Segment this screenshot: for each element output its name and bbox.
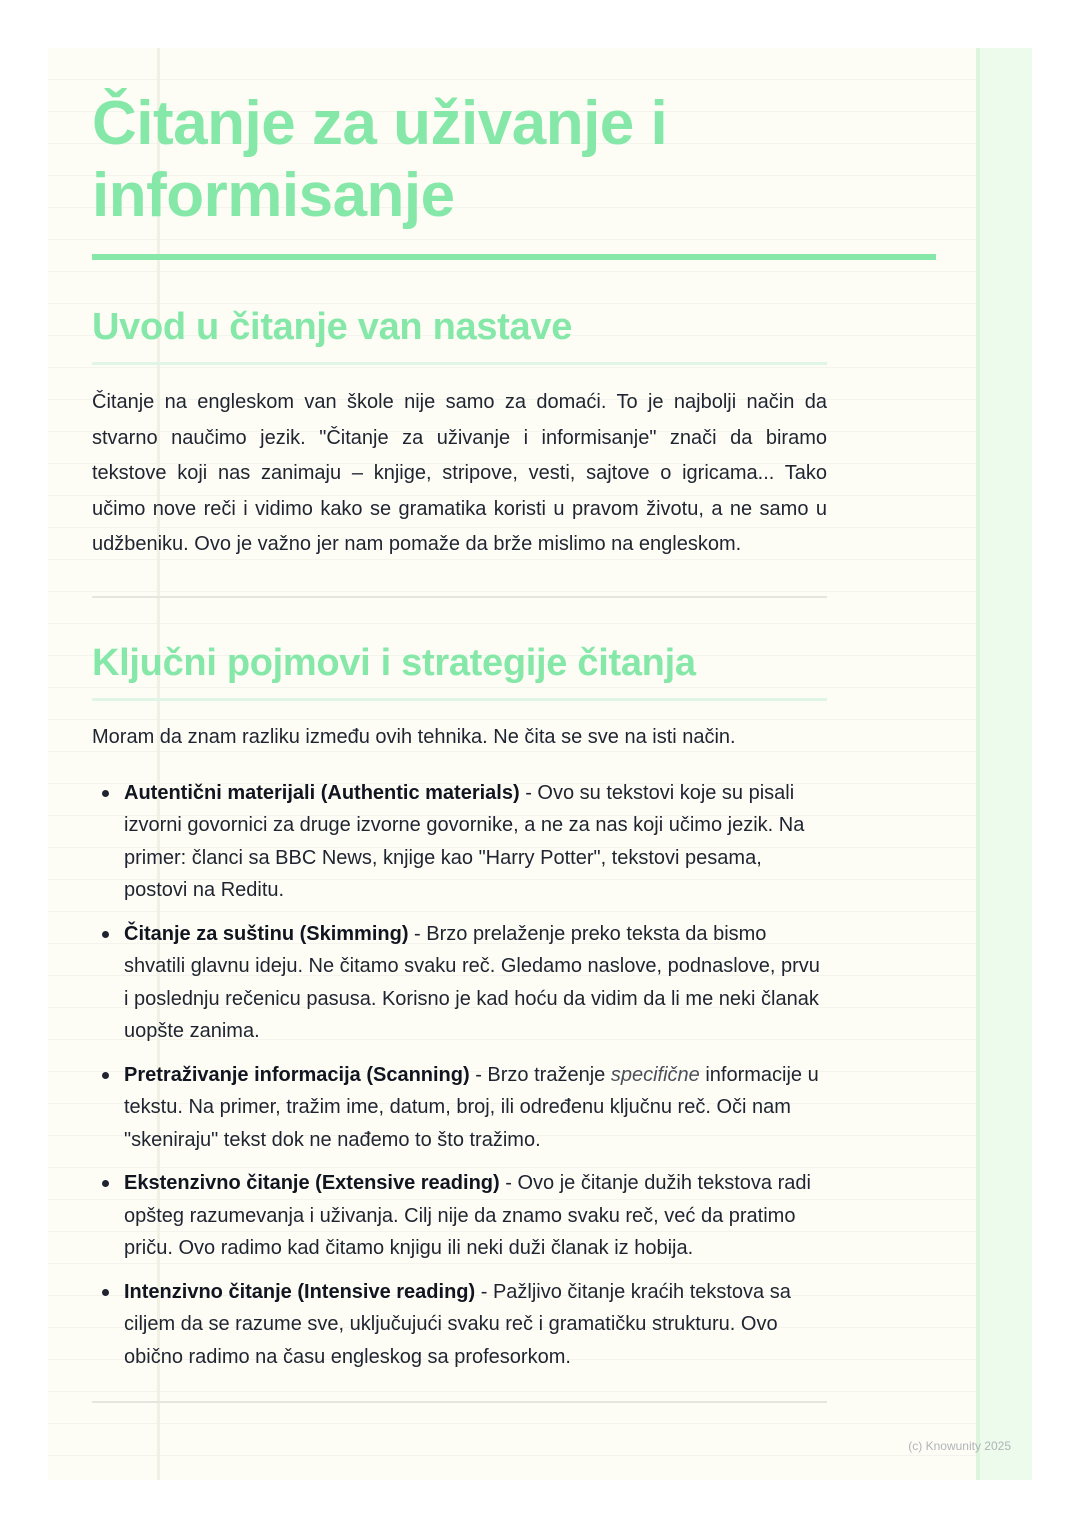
list-item bbox=[124, 1059, 827, 1157]
term-description: - Ovo su tekstovi koje su pisali izvorni govornici za druge izvorne govornike, a ne za nas koji učimo jezik. Na primer: članci sa BBC News, knjige kao "Harry Potter", tekstovi pesama, postovi na Reditu. bbox=[124, 781, 805, 901]
intro-paragraph: Čitanje na engleskom van škole nije samo za domaći. To je najbolji način da stvarno naučimo jezik. "Čitanje za uživanje i informisanje" znači da biramo tekstove koji nas zanimaju – knjige, stripove, vesti, sajtove o igricama... Tako učimo nove reči i vidimo kako se gramatika koristi u pravom životu, a ne samo u udžbeniku. Ovo je važno jer nam pomaže da brže mislimo na engleskom. bbox=[92, 391, 827, 555]
lead-paragraph: Moram da znam razliku između ovih tehnika. Ne čita se sve na isti način. bbox=[92, 725, 736, 748]
list-item bbox=[124, 777, 827, 907]
heading-underline bbox=[92, 698, 827, 701]
page-title: Čitanje za uživanje i informisanje bbox=[92, 89, 668, 230]
emphasis-word: specifične bbox=[610, 1063, 700, 1086]
term-description: - Ovo je čitanje dužih tekstova radi opšteg razumevanja i uživanja. Cilj nije da znamo svaku reč, već da pratimo priču. Ovo radimo kad čitamo knjigu ili neki duži članak iz hobija. bbox=[124, 1172, 811, 1259]
term-label: Pretraživanje informacija (Scanning) bbox=[124, 1063, 470, 1086]
list-item bbox=[124, 1167, 827, 1265]
list-item bbox=[124, 918, 827, 1048]
term-label: Intenzivno čitanje (Intensive reading) bbox=[124, 1280, 476, 1303]
section-divider bbox=[92, 1401, 827, 1403]
section-heading: Ključni pojmovi i strategije čitanja bbox=[92, 641, 696, 684]
document-content bbox=[92, 88, 936, 1403]
title-underline bbox=[92, 254, 936, 260]
heading-underline bbox=[92, 362, 827, 365]
copyright-footer: (c) Knowunity 2025 bbox=[908, 1439, 1011, 1453]
section-intro bbox=[92, 302, 827, 598]
term-description: - Brzo prelaženje preko teksta da bismo shvatili glavnu ideju. Ne čitamo svaku reč. Gledamo naslove, podnaslove, prvu i poslednju rečenicu pasusa. Korisno je kad hoću da vidim da li me neki članak uopšte zanima. bbox=[124, 922, 820, 1042]
term-description: - Brzo traženje bbox=[469, 1063, 611, 1086]
section-divider bbox=[92, 596, 827, 598]
section-heading: Uvod u čitanje van nastave bbox=[92, 306, 573, 348]
term-label: Ekstenzivno čitanje (Extensive reading) bbox=[124, 1172, 500, 1194]
term-description: - Pažljivo čitanje kraćih tekstova sa ciljem da se razume sve, uključujući svaku reč i gramatičku strukturu. Ovo obično radimo na času engleskog sa profesorkom. bbox=[124, 1280, 791, 1368]
section-key-terms bbox=[92, 638, 827, 1404]
term-description: informacije u tekstu. Na primer, tražim ime, datum, broj, ili određenu ključnu reč. Oči nam "skeniraju" tekst dok ne nađemo to što tražimo. bbox=[124, 1063, 819, 1151]
strategy-list bbox=[92, 777, 827, 1374]
side-strip bbox=[976, 48, 1032, 1480]
list-item bbox=[124, 1276, 827, 1374]
side-strip-edge bbox=[976, 48, 980, 1480]
term-label: Čitanje za suštinu (Skimming) bbox=[124, 922, 409, 945]
term-label: Autentični materijali (Authentic materials) bbox=[124, 781, 520, 804]
